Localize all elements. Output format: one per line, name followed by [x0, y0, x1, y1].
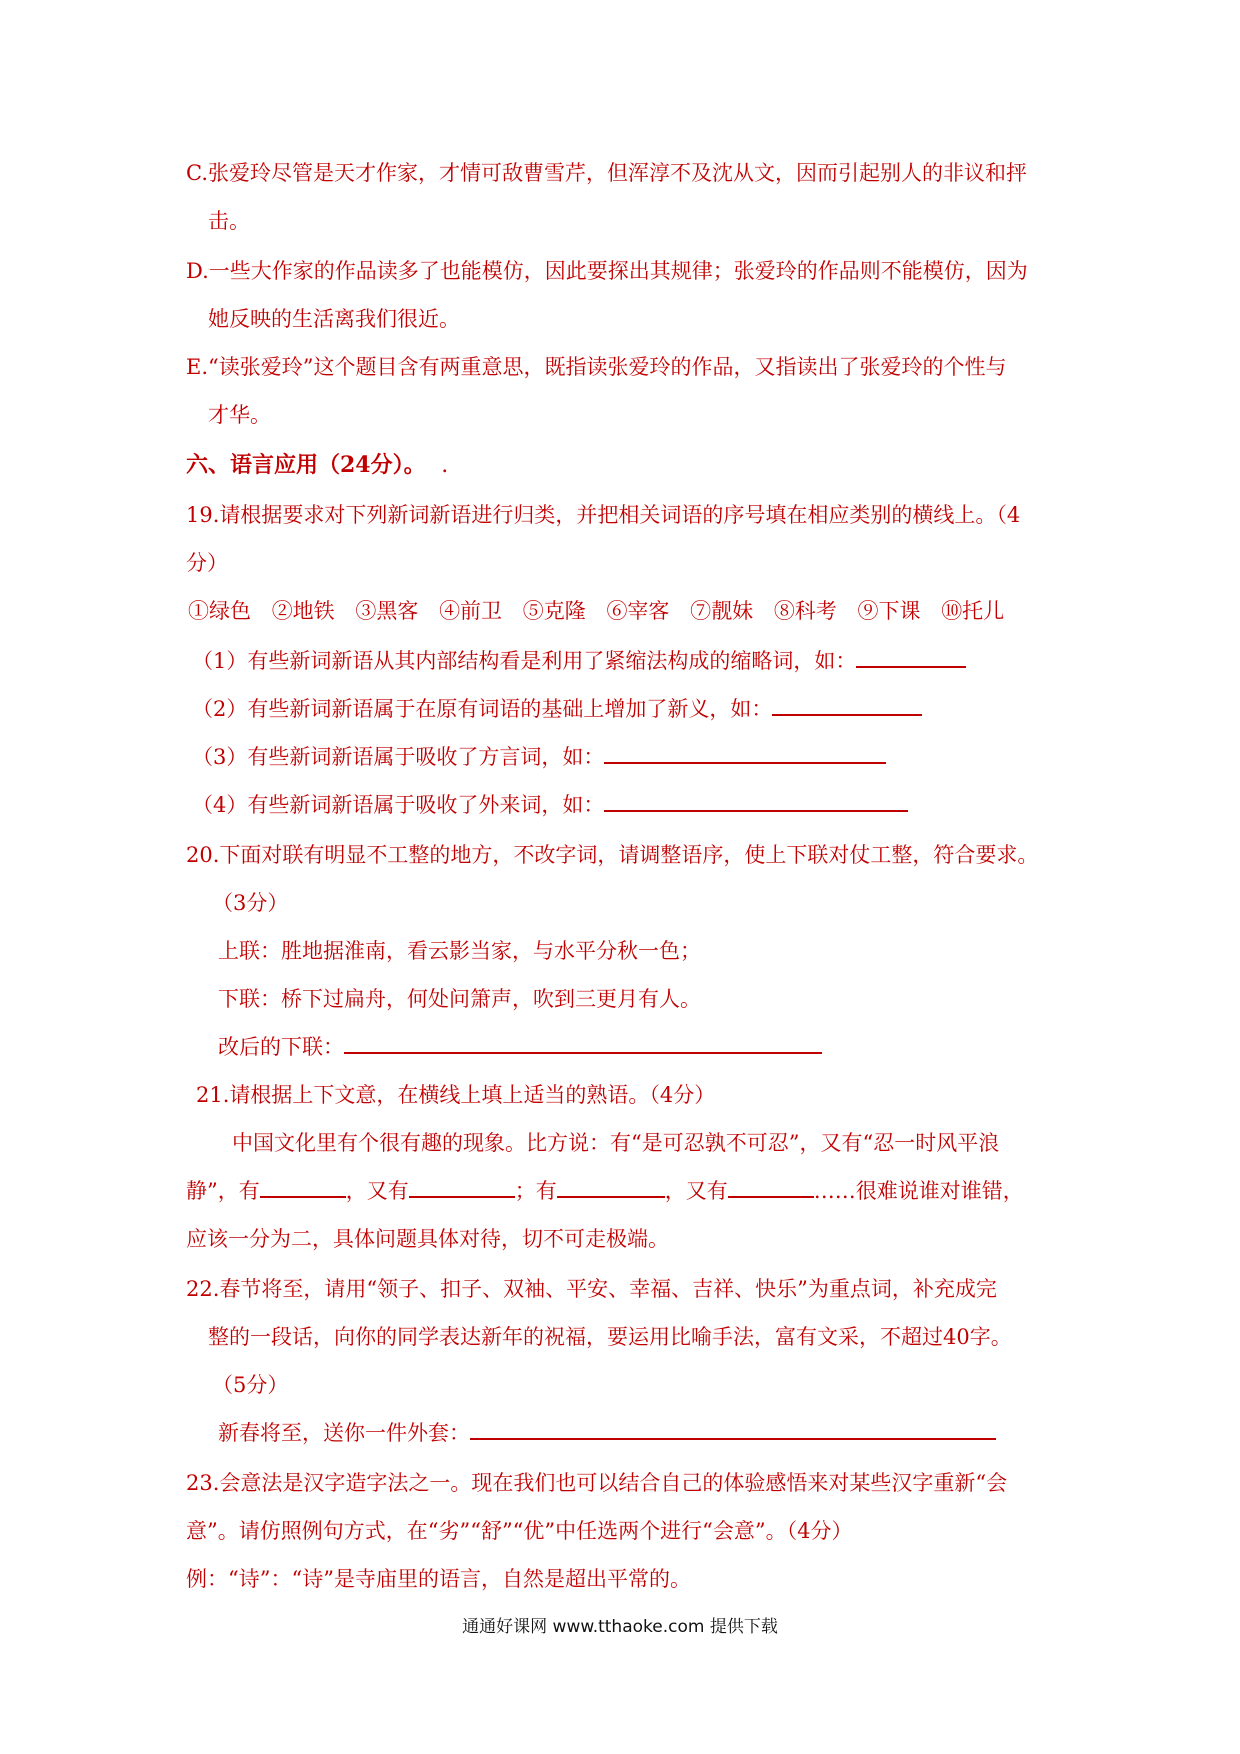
q19-sub4-text: （4）有些新词新语属于吸收了外来词，如：	[192, 793, 605, 817]
q22-answer	[218, 1418, 996, 1448]
option-c-line1: C.张爱玲尽管是天才作家，才情可敌曹雪芹，但浑淳不及沈从文，因而引起别人的非议和抨	[186, 161, 1027, 185]
q19-sub1-blank[interactable]	[856, 646, 966, 668]
q19-sub1	[192, 646, 966, 676]
q19-sub3-blank[interactable]	[604, 742, 886, 764]
option-e-line2: 才华。	[208, 403, 271, 427]
q19-word-list	[188, 596, 1018, 626]
q20-stem: 20.下面对联有明显不工整的地方，不改字词，请调整语序，使上下联对仗工整，符合要求。	[186, 843, 1039, 867]
q20-lower-couplet: 下联：桥下过扁舟，何处问箫声，吹到三更月有人。	[218, 987, 701, 1011]
q19-word: ⑤克隆	[522, 599, 586, 623]
q21-text-c: ；有	[514, 1179, 557, 1203]
q21-blank-1[interactable]	[260, 1176, 346, 1198]
q22-points: （5分）	[212, 1373, 289, 1397]
q19-word: ③黑客	[355, 599, 419, 623]
q21-blank-3[interactable]	[557, 1176, 665, 1198]
section-6-trailing-mark: .	[441, 453, 449, 478]
q22-stem-line2: 整的一段话，向你的同学表达新年的祝福，要运用比喻手法，富有文采，不超过40字。	[208, 1325, 1012, 1349]
q19-word: ⑥宰客	[606, 599, 670, 623]
q21-para-line3: 应该一分为二，具体问题具体对待，切不可走极端。	[186, 1227, 669, 1251]
q20-points: （3分）	[212, 891, 289, 915]
q19-word: ⑨下课	[857, 599, 921, 623]
q20-answer-blank[interactable]	[344, 1032, 822, 1054]
q20-upper-couplet: 上联：胜地据淮南，看云影当家，与水平分秋一色；	[218, 939, 701, 963]
q23-stem-line1: 23.会意法是汉字造字法之一。现在我们也可以结合自己的体验感悟来对某些汉字重新“会	[186, 1471, 1008, 1495]
q19-sub3-text: （3）有些新词新语属于吸收了方言词，如：	[192, 745, 605, 769]
q20-answer	[218, 1032, 822, 1062]
q21-text-a: 静”，有	[186, 1179, 260, 1203]
q19-sub2-blank[interactable]	[772, 694, 922, 716]
option-d-line1: D.一些大作家的作品读多了也能模仿，因此要探出其规律；张爱玲的作品则不能模仿，因为	[186, 259, 1028, 283]
q22-prompt: 新春将至，送你一件外套：	[218, 1421, 470, 1445]
q19-sub1-text: （1）有些新词新语从其内部结构看是利用了紧缩法构成的缩略词，如：	[192, 649, 857, 673]
option-e-line1: E.“读张爱玲”这个题目含有两重意思，既指读张爱玲的作品，又指读出了张爱玲的个性与	[186, 355, 1007, 379]
q19-word: ⑧科考	[773, 599, 837, 623]
q22-answer-blank[interactable]	[470, 1418, 996, 1440]
q19-sub4	[192, 790, 908, 820]
q19-stem-line1: 19.请根据要求对下列新词新语进行归类，并把相关词语的序号填在相应类别的横线上。（4	[186, 503, 1021, 527]
q21-text-b: ，又有	[345, 1179, 409, 1203]
option-d-line2: 她反映的生活离我们很近。	[208, 307, 460, 331]
q19-word: ②地铁	[271, 599, 335, 623]
q21-stem: 21.请根据上下文意，在横线上填上适当的熟语。（4分）	[196, 1083, 716, 1107]
q23-example: 例：“诗”：“诗”是寺庙里的语言，自然是超出平常的。	[186, 1567, 691, 1591]
q19-word: ④前卫	[439, 599, 503, 623]
section-6-heading	[186, 450, 448, 481]
q21-text-d: ，又有	[664, 1179, 728, 1203]
q19-stem-line2: 分）	[186, 551, 228, 575]
q21-blank-2[interactable]	[409, 1176, 515, 1198]
q23-stem-line2: 意”。请仿照例句方式，在“劣”“舒”“优”中任选两个进行“会意”。（4分）	[186, 1519, 853, 1543]
q19-sub2	[192, 694, 922, 724]
q19-word: ⑦靓妹	[690, 599, 754, 623]
q21-blank-4[interactable]	[728, 1176, 814, 1198]
q19-word: ⑩托儿	[941, 599, 1005, 623]
q19-sub4-blank[interactable]	[604, 790, 908, 812]
q21-para-line2	[186, 1176, 1024, 1206]
q22-stem-line1: 22.春节将至，请用“领子、扣子、双袖、平安、幸福、吉祥、快乐”为重点词，补充成完	[186, 1277, 997, 1301]
q20-answer-label: 改后的下联：	[218, 1035, 344, 1059]
option-c-line2: 击。	[208, 209, 250, 233]
section-6-title: 六、语言应用（24分）。	[186, 452, 426, 478]
q19-word: ①绿色	[188, 599, 251, 623]
q19-sub3	[192, 742, 886, 772]
q21-para-line1: 中国文化里有个很有趣的现象。比方说：有“是可忍孰不可忍”，又有“忍一时风平浪	[232, 1131, 1000, 1155]
q21-text-e: ……很难说谁对谁错，	[813, 1179, 1024, 1203]
q19-sub2-text: （2）有些新词新语属于在原有词语的基础上增加了新义，如：	[192, 697, 773, 721]
page-footer: 通通好课网 www.tthaoke.com 提供下载	[462, 1617, 778, 1637]
